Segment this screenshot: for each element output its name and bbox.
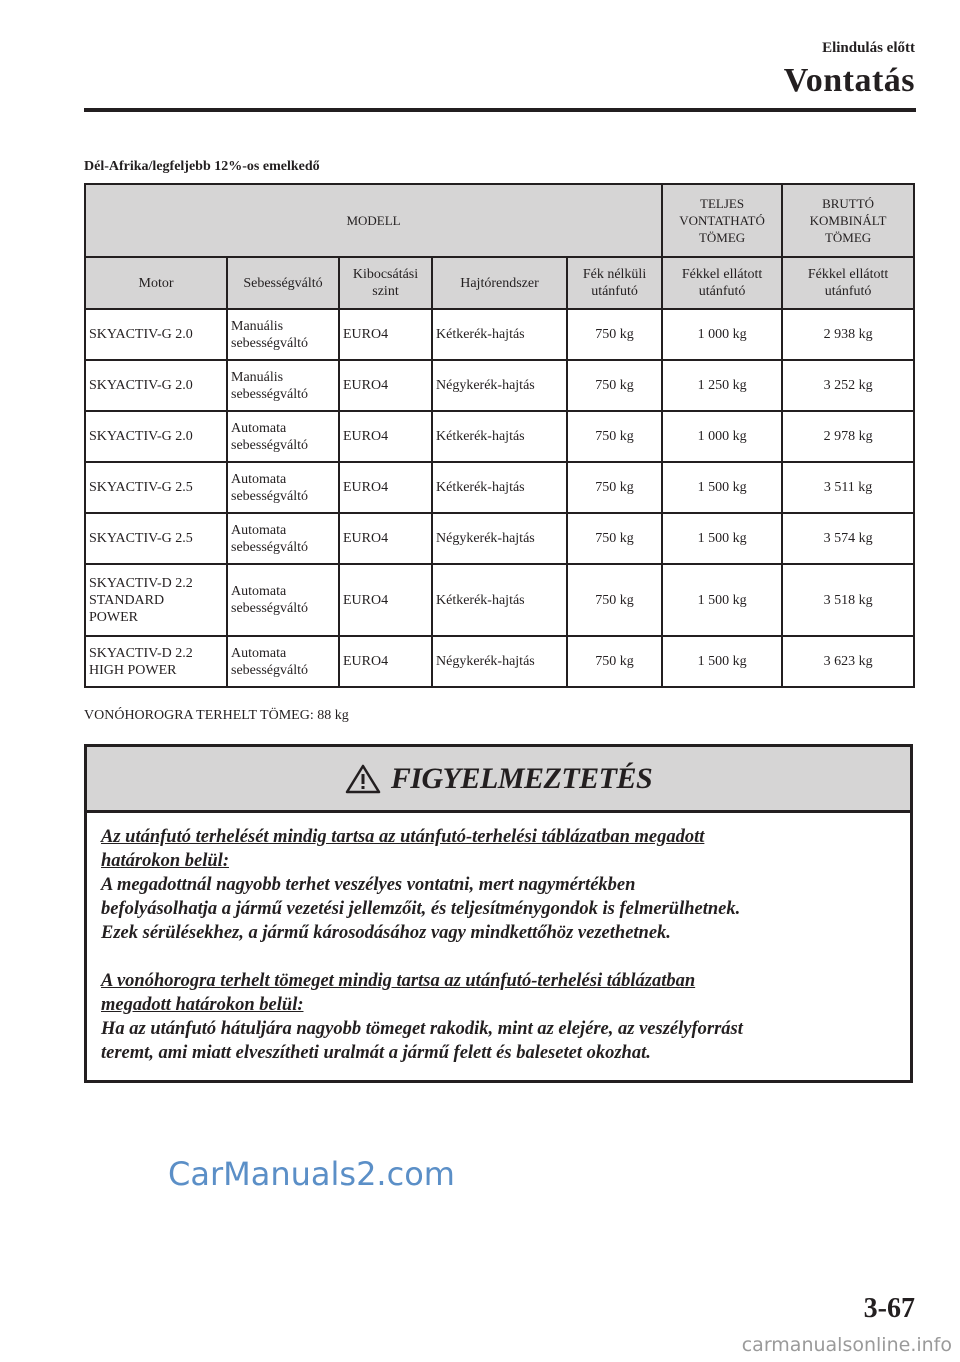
cell-drive: Kétkerék-hajtás bbox=[432, 564, 567, 636]
cell-unbraked: 750 kg bbox=[567, 411, 662, 462]
warning-p1-line1: A megadottnál nagyobb terhet veszélyes vontatni, mert nagymértékben bbox=[101, 875, 636, 895]
warning-triangle-icon bbox=[345, 764, 381, 794]
table-row bbox=[85, 462, 914, 513]
cell-gearbox-line: Manuális bbox=[231, 318, 284, 334]
cell-gearbox-line: Automata bbox=[231, 522, 287, 538]
header-gross-l3: TÖMEG bbox=[824, 230, 872, 245]
cell-motor-line: SKYACTIV-G 2.0 bbox=[89, 429, 193, 444]
header-gross bbox=[782, 184, 914, 257]
col-unbraked-l2: utánfutó bbox=[591, 284, 638, 299]
warning-p1-line2: befolyásolhatja a jármű vezetési jellemzőit, és teljesítménygondok is felmerülhetnek. bbox=[101, 899, 741, 919]
cell-gearbox bbox=[227, 564, 339, 636]
cell-gross: 2 938 kg bbox=[782, 309, 914, 360]
col-braked-l2: utánfutó bbox=[698, 284, 746, 299]
table-group-header bbox=[85, 184, 914, 257]
cell-gearbox bbox=[227, 360, 339, 411]
header-total-towing-l2: TÖMEG bbox=[698, 230, 746, 245]
cell-braked: 1 500 kg bbox=[662, 636, 782, 687]
page-title: Vontatás bbox=[783, 62, 915, 99]
cell-braked: 1 000 kg bbox=[662, 309, 782, 360]
cell-unbraked: 750 kg bbox=[567, 513, 662, 564]
warning-title: FIGYELMEZTETÉS bbox=[390, 761, 653, 795]
cell-gross: 2 978 kg bbox=[782, 411, 914, 462]
cell-gross: 3 511 kg bbox=[782, 462, 914, 513]
warning-gap bbox=[101, 945, 896, 969]
cell-motor-line: HIGH POWER bbox=[89, 662, 177, 678]
cell-gross: 3 623 kg bbox=[782, 636, 914, 687]
cell-motor bbox=[85, 462, 227, 513]
page-number: 3-67 bbox=[863, 1293, 915, 1324]
cell-motor-line: SKYACTIV-D 2.2 bbox=[89, 645, 193, 661]
table-row bbox=[85, 636, 914, 687]
cell-unbraked: 750 kg bbox=[567, 462, 662, 513]
cell-gearbox-line: Automata bbox=[231, 471, 287, 487]
cell-gross: 3 574 kg bbox=[782, 513, 914, 564]
cell-emission: EURO4 bbox=[339, 360, 432, 411]
cell-motor-line: STANDARD bbox=[89, 592, 165, 608]
cell-motor-line: SKYACTIV-G 2.0 bbox=[89, 327, 193, 342]
header-rule bbox=[84, 108, 916, 112]
section-name: Elindulás előtt bbox=[822, 40, 915, 56]
table-row bbox=[85, 360, 914, 411]
cell-braked: 1 500 kg bbox=[662, 462, 782, 513]
col-drive: Hajtórendszer bbox=[432, 257, 567, 309]
cell-gearbox-line: Automata bbox=[231, 420, 287, 436]
cell-braked: 1 250 kg bbox=[662, 360, 782, 411]
cell-motor bbox=[85, 309, 227, 360]
warning-p1-line3: Ezek sérülésekhez, a jármű károsodásához vagy mindkettőhöz vezethetnek. bbox=[101, 923, 671, 943]
warning-p1-heading-l1: Az utánfutó terhelését mindig tartsa az utánfutó-terhelési táblázatban megadott bbox=[101, 827, 705, 847]
cell-braked: 1 000 kg bbox=[662, 411, 782, 462]
cell-gearbox-line: sebességváltó bbox=[231, 335, 308, 351]
cell-emission: EURO4 bbox=[339, 564, 432, 636]
warning-p1-heading-l2: határokon belül: bbox=[101, 851, 229, 871]
cell-gearbox-line: sebességváltó bbox=[231, 662, 308, 678]
warning-body bbox=[87, 813, 910, 1065]
col-unbraked bbox=[567, 257, 662, 309]
cell-gearbox-line: Manuális bbox=[231, 369, 284, 385]
cell-motor-line: SKYACTIV-G 2.0 bbox=[89, 378, 193, 393]
header-total-towing bbox=[662, 184, 782, 257]
header-gross-l2: KOMBINÁLT bbox=[809, 213, 887, 228]
table-subtitle: Dél-Afrika/legfeljebb 12%-os emelkedő bbox=[84, 159, 320, 174]
cell-drive: Kétkerék-hajtás bbox=[432, 309, 567, 360]
table-row bbox=[85, 564, 914, 636]
cell-unbraked: 750 kg bbox=[567, 360, 662, 411]
col-motor: Motor bbox=[85, 257, 227, 309]
table-column-header bbox=[85, 257, 914, 309]
cell-braked: 1 500 kg bbox=[662, 513, 782, 564]
cell-gearbox bbox=[227, 411, 339, 462]
cell-drive: Kétkerék-hajtás bbox=[432, 462, 567, 513]
cell-motor bbox=[85, 411, 227, 462]
cell-emission: EURO4 bbox=[339, 309, 432, 360]
header-gross-l1: BRUTTÓ bbox=[822, 196, 875, 211]
col-braked bbox=[662, 257, 782, 309]
cell-motor bbox=[85, 564, 227, 636]
cell-gearbox bbox=[227, 309, 339, 360]
cell-motor-line: SKYACTIV-G 2.5 bbox=[89, 480, 193, 495]
warning-p2-line1: Ha az utánfutó hátuljára nagyobb tömeget rakodik, mint az elejére, az veszélyforrást bbox=[101, 1019, 743, 1039]
col-unbraked-l1: Fék nélküli bbox=[582, 267, 647, 282]
warning-p2-heading-l1: A vonóhorogra terhelt tömeget mindig tartsa az utánfutó-terhelési táblázatban bbox=[101, 971, 696, 991]
cell-braked: 1 500 kg bbox=[662, 564, 782, 636]
cell-gearbox-line: Automata bbox=[231, 645, 287, 661]
watermark: CarManuals2.com bbox=[168, 1155, 455, 1193]
col-emission bbox=[339, 257, 432, 309]
cell-unbraked: 750 kg bbox=[567, 564, 662, 636]
cell-gearbox bbox=[227, 636, 339, 687]
col-gearbox: Sebességváltó bbox=[227, 257, 339, 309]
cell-motor-line: SKYACTIV-D 2.2 bbox=[89, 575, 193, 591]
cell-gearbox bbox=[227, 513, 339, 564]
cell-gearbox-line: sebességváltó bbox=[231, 386, 308, 402]
towing-table bbox=[84, 183, 915, 688]
cell-emission: EURO4 bbox=[339, 411, 432, 462]
table-row bbox=[85, 411, 914, 462]
cell-emission: EURO4 bbox=[339, 636, 432, 687]
cell-gearbox-line: sebességváltó bbox=[231, 437, 308, 453]
cell-unbraked: 750 kg bbox=[567, 309, 662, 360]
cell-gearbox-line: sebességváltó bbox=[231, 539, 308, 555]
cell-gearbox-line: sebességváltó bbox=[231, 601, 308, 616]
cell-gearbox-line: Automata bbox=[231, 584, 287, 599]
cell-gross: 3 252 kg bbox=[782, 360, 914, 411]
cell-gearbox bbox=[227, 462, 339, 513]
cell-emission: EURO4 bbox=[339, 462, 432, 513]
cell-drive: Kétkerék-hajtás bbox=[432, 411, 567, 462]
cell-drive: Négykerék-hajtás bbox=[432, 360, 567, 411]
col-braked-l1: Fékkel ellátott bbox=[681, 267, 763, 282]
warning-box bbox=[84, 744, 913, 1083]
source-watermark: carmanualsonline.info bbox=[741, 1334, 952, 1356]
cell-drive: Négykerék-hajtás bbox=[432, 636, 567, 687]
cell-gross: 3 518 kg bbox=[782, 564, 914, 636]
warning-p2-heading-l2: megadott határokon belül: bbox=[101, 995, 304, 1015]
col-emission-l2: szint bbox=[372, 284, 399, 299]
cell-motor bbox=[85, 636, 227, 687]
cell-motor bbox=[85, 360, 227, 411]
warning-header bbox=[87, 747, 910, 813]
cell-motor-line: POWER bbox=[89, 609, 138, 625]
table-row bbox=[85, 309, 914, 360]
warning-p2-line2: teremt, ami miatt elveszítheti uralmát a jármű felett és balesetet okozhat. bbox=[101, 1043, 651, 1063]
col-emission-l1: Kibocsátási bbox=[352, 267, 419, 282]
cell-emission: EURO4 bbox=[339, 513, 432, 564]
cell-motor bbox=[85, 513, 227, 564]
cell-motor-line: SKYACTIV-G 2.5 bbox=[89, 531, 193, 546]
table-row bbox=[85, 513, 914, 564]
col-gross-l1: Fékkel ellátott bbox=[807, 267, 889, 282]
header-model: MODELL bbox=[85, 184, 662, 257]
tongue-weight-note: VONÓHOROGRA TERHELT TÖMEG: 88 kg bbox=[84, 708, 349, 723]
col-gross bbox=[782, 257, 914, 309]
cell-unbraked: 750 kg bbox=[567, 636, 662, 687]
cell-drive: Négykerék-hajtás bbox=[432, 513, 567, 564]
cell-gearbox-line: sebességváltó bbox=[231, 488, 308, 504]
col-gross-l2: utánfutó bbox=[824, 284, 872, 299]
header-total-towing-l1: TELJES VONTATHATÓ bbox=[679, 196, 765, 228]
